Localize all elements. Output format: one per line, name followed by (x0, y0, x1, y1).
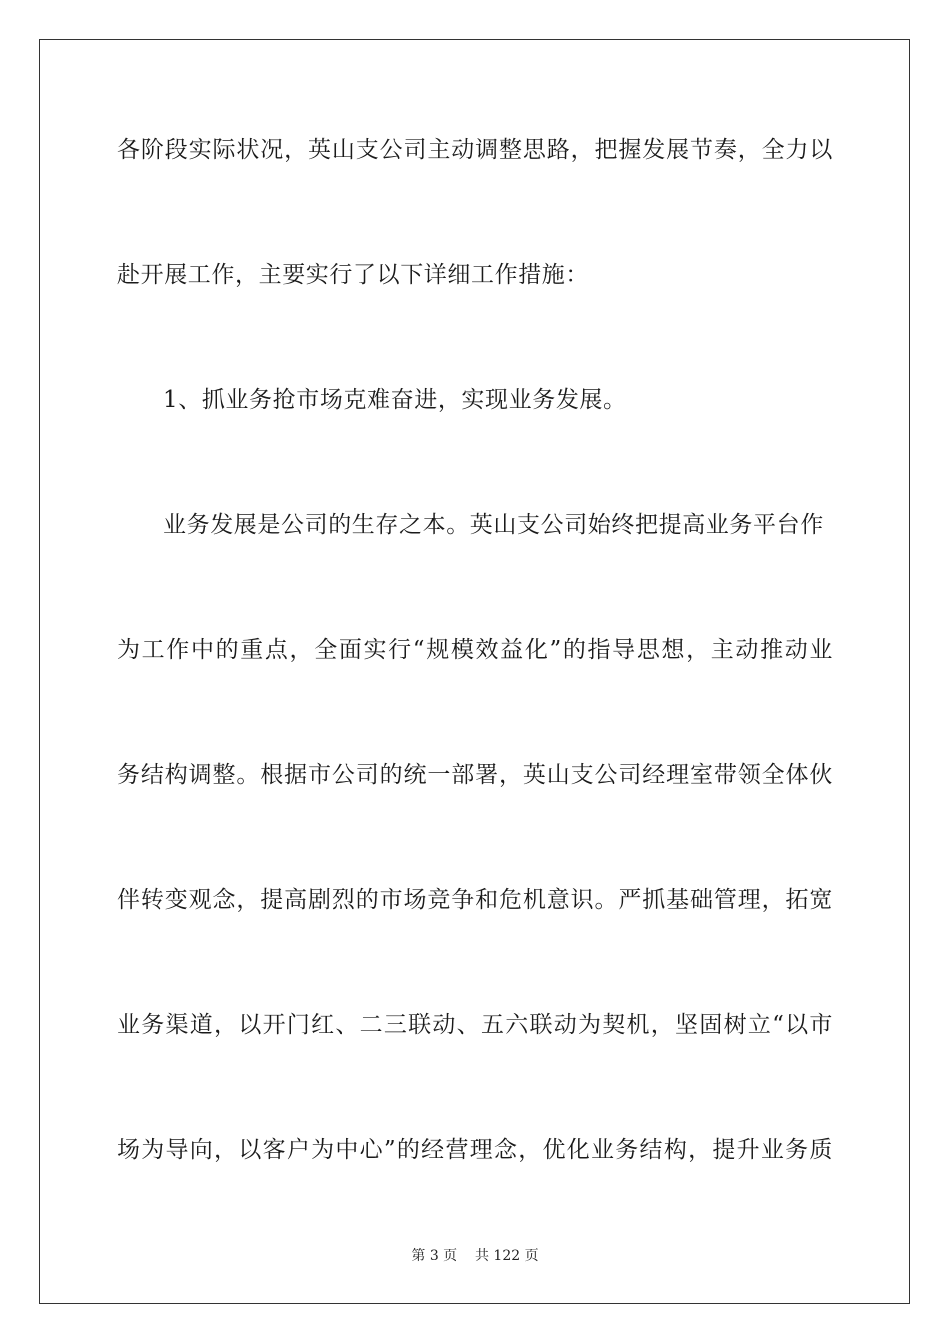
body-text-line-2: 赴开展工作，主要实行了以下详细工作措施： (117, 262, 589, 288)
body-text-line-8: 业务渠道，以开门红、二三联动、五六联动为契机，坚固树立“以市 (117, 1012, 833, 1038)
body-text-line-9: 场为导向，以客户为中心”的经营理念，优化业务结构，提升业务质 (117, 1137, 833, 1163)
section-heading: 1、抓业务抢市场克难奋进，实现业务发展。 (163, 387, 627, 413)
body-text-line-5: 为工作中的重点，全面实行“规模效益化”的指导思想，主动推动业 (117, 637, 833, 663)
body-text-line-6: 务结构调整。根据市公司的统一部署，英山支公司经理室带领全体伙 (117, 762, 833, 788)
body-text-line-7: 伴转变观念，提高剧烈的市场竞争和危机意识。严抓基础管理，拓宽 (117, 887, 833, 913)
page-number-footer: 第 3 页 共 122 页 (411, 1248, 539, 1264)
page-border (39, 39, 910, 1304)
body-text-line-1: 各阶段实际状况，英山支公司主动调整思路，把握发展节奏，全力以 (117, 137, 833, 163)
paragraph-first-line: 业务发展是公司的生存之本。英山支公司始终把提高业务平台作 (163, 512, 824, 538)
